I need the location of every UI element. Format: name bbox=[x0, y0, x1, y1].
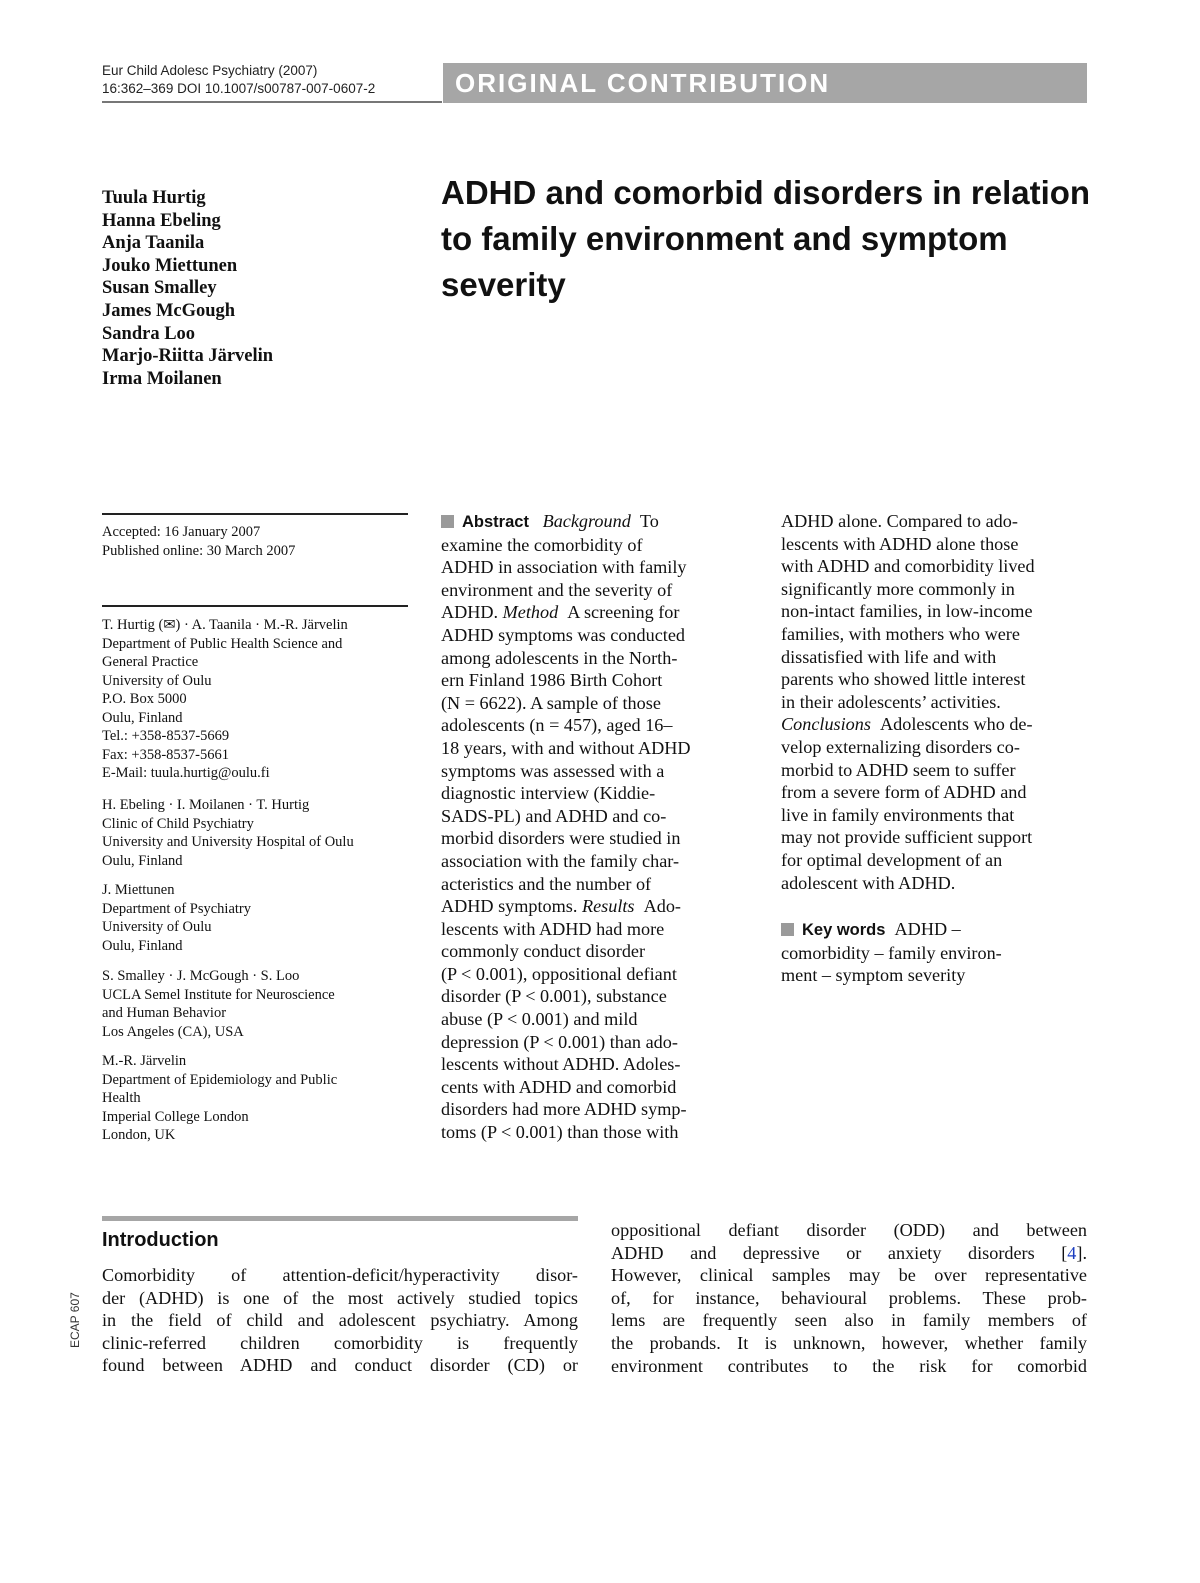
affiliation-line: M.-R. Järvelin bbox=[102, 1053, 187, 1069]
abstract-line: non-intact families, in low-income bbox=[781, 601, 1033, 622]
affiliation-line: S. Smalley · J. McGough · S. Loo bbox=[102, 968, 300, 984]
affiliation-line: P.O. Box 5000 bbox=[102, 691, 187, 707]
introduction-heading: Introduction bbox=[102, 1229, 219, 1251]
abstract-line: Conclusions Adolescents who de- bbox=[781, 714, 1033, 735]
introduction-right-column bbox=[611, 1219, 1087, 1377]
affiliation-rule bbox=[102, 605, 408, 607]
affiliation-line: Department of Epidemiology and Public bbox=[102, 1071, 338, 1088]
abstract-line: ern Finland 1986 Birth Cohort bbox=[441, 670, 663, 691]
author: Marjo-Riitta Järvelin bbox=[102, 346, 274, 367]
keywords-line: Key words ADHD – bbox=[781, 918, 1035, 942]
abstract-line: symptoms was assessed with a bbox=[441, 760, 665, 781]
affiliation-line: University of Oulu bbox=[102, 672, 212, 689]
side-code: ECAP 607 bbox=[68, 1292, 82, 1348]
title-line: to family environment and symptom bbox=[441, 220, 1008, 257]
header-rule bbox=[102, 101, 442, 103]
abstract-line: adolescents (n = 457), aged 16– bbox=[441, 715, 673, 736]
keywords-square-icon bbox=[781, 923, 794, 936]
journal-reference bbox=[102, 62, 375, 98]
abstract-column-2 bbox=[781, 510, 1035, 987]
abstract-line: ADHD alone. Compared to ado- bbox=[781, 511, 1018, 531]
abstract-line: lescents with ADHD had more bbox=[441, 918, 665, 939]
abstract-line: ADHD symptoms. Results Ado- bbox=[441, 896, 681, 917]
abstract-line: ADHD symptoms was conducted bbox=[441, 624, 685, 645]
affiliation-line: J. Miettunen bbox=[102, 882, 175, 898]
affiliation-line: Oulu, Finland bbox=[102, 852, 183, 869]
abstract-line: (P < 0.001), oppositional defiant bbox=[441, 963, 677, 984]
abstract-line: Abstract Background To bbox=[441, 510, 691, 534]
abstract-column-1 bbox=[441, 510, 691, 1144]
email-link[interactable]: E-Mail: tuula.hurtig@oulu.fi bbox=[102, 765, 270, 781]
abstract-line: from a severe form of ADHD and bbox=[781, 782, 1027, 803]
affiliation-line: University and University Hospital of Oulu bbox=[102, 834, 354, 850]
body-line: lems are frequently seen also in family members of bbox=[611, 1310, 1087, 1331]
abstract-label: Abstract bbox=[462, 513, 529, 531]
abstract-line: toms (P < 0.001) than those with bbox=[441, 1122, 679, 1143]
author: Susan Smalley bbox=[102, 278, 217, 299]
abstract-line: ADHD. Method A screening for bbox=[441, 602, 680, 623]
affiliation-block bbox=[102, 881, 422, 955]
affiliation-block bbox=[102, 616, 422, 783]
abstract-line: dissatisfied with life and with bbox=[781, 646, 997, 667]
body-line: of, for instance, behavioural problems. These prob- bbox=[611, 1287, 1087, 1308]
abstract-line: examine the comorbidity of bbox=[441, 534, 643, 555]
author: Tuula Hurtig bbox=[102, 188, 206, 208]
abstract-line: 18 years, with and without ADHD bbox=[441, 737, 691, 758]
body-line: ADHD and depressive or anxiety disorders [4]. bbox=[611, 1242, 1087, 1263]
body-line: clinic-referred children comorbidity is frequently bbox=[102, 1332, 578, 1353]
method-label: Method bbox=[502, 602, 559, 623]
abstract-line: abuse (P < 0.001) and mild bbox=[441, 1009, 638, 1030]
abstract-line: lescents with ADHD alone those bbox=[781, 533, 1019, 554]
abstract-line: lescents without ADHD. Adoles- bbox=[441, 1054, 681, 1075]
body-line: However, clinical samples may be over representative bbox=[611, 1265, 1087, 1286]
keywords-label: Key words bbox=[802, 921, 886, 940]
keywords-line: comorbidity – family environ- bbox=[781, 942, 1002, 963]
abstract-line: environment and the severity of bbox=[441, 579, 673, 600]
affiliation-line: T. Hurtig (✉) · A. Taanila · M.-R. Järvelin bbox=[102, 617, 348, 633]
affiliation-line: London, UK bbox=[102, 1127, 176, 1143]
author: Sandra Loo bbox=[102, 323, 196, 344]
affiliation-block bbox=[102, 1052, 422, 1145]
author: Anja Taanila bbox=[102, 233, 205, 254]
accepted-date: Accepted: 16 January 2007 bbox=[102, 524, 261, 540]
abstract-line: ADHD in association with family bbox=[441, 557, 687, 578]
affiliation-line: Clinic of Child Psychiatry bbox=[102, 815, 254, 832]
abstract-line: disorder (P < 0.001), substance bbox=[441, 986, 667, 1007]
publication-dates bbox=[102, 523, 295, 560]
author: Jouko Miettunen bbox=[102, 255, 238, 276]
body-line: der (ADHD) is one of the most actively studied topics bbox=[102, 1287, 578, 1308]
published-date: Published online: 30 March 2007 bbox=[102, 542, 296, 559]
abstract-line: with ADHD and comorbidity lived bbox=[781, 556, 1035, 577]
abstract-line: live in family environments that bbox=[781, 804, 1015, 825]
background-label: Background bbox=[542, 511, 631, 531]
abstract-line: commonly conduct disorder bbox=[441, 941, 646, 962]
abstract-line: cents with ADHD and comorbid bbox=[441, 1076, 677, 1097]
author: Hanna Ebeling bbox=[102, 210, 221, 231]
affiliation-line: Imperial College London bbox=[102, 1108, 249, 1125]
abstract-line: for optimal development of an bbox=[781, 849, 1003, 870]
affiliation-line: Los Angeles (CA), USA bbox=[102, 1023, 244, 1040]
affiliation-block bbox=[102, 796, 422, 870]
abstract-square-icon bbox=[441, 515, 454, 528]
journal-doi-line: 16:362–369 DOI 10.1007/s00787-007-0607-2 bbox=[102, 81, 376, 96]
conclusions-label: Conclusions bbox=[781, 714, 871, 735]
abstract-line: parents who showed little interest bbox=[781, 669, 1026, 690]
abstract-line: in their adolescents’ activities. bbox=[781, 691, 1001, 712]
body-line: Comorbidity of attention-deficit/hyperactivity disor- bbox=[102, 1265, 578, 1285]
abstract-line: depression (P < 0.001) than ado- bbox=[441, 1031, 678, 1052]
abstract-line: acteristics and the number of bbox=[441, 873, 652, 894]
body-line: in the field of child and adolescent psychiatry. Among bbox=[102, 1310, 578, 1331]
results-label: Results bbox=[581, 896, 635, 917]
affiliation-line: H. Ebeling · I. Moilanen · T. Hurtig bbox=[102, 797, 310, 813]
author: James McGough bbox=[102, 300, 236, 321]
body-line: environment contributes to the risk for comorbid bbox=[611, 1355, 1087, 1376]
author-list bbox=[102, 187, 273, 390]
affiliation-line: Department of Psychiatry bbox=[102, 900, 251, 917]
section-label: ORIGINAL CONTRIBUTION bbox=[455, 68, 831, 98]
phone: Tel.: +358-8537-5669 bbox=[102, 728, 230, 744]
dates-rule bbox=[102, 513, 408, 515]
abstract-line: disorders had more ADHD symp- bbox=[441, 1099, 687, 1120]
author: Irma Moilanen bbox=[102, 368, 222, 389]
affiliation-line: Oulu, Finland bbox=[102, 709, 183, 726]
body-line: the probands. It is unknown, however, whether family bbox=[611, 1332, 1087, 1353]
abstract-line: morbid to ADHD seem to suffer bbox=[781, 759, 1016, 780]
affiliation-line: and Human Behavior bbox=[102, 1005, 227, 1021]
body-line: oppositional defiant disorder (ODD) and between bbox=[611, 1220, 1087, 1240]
abstract-line: velop externalizing disorders co- bbox=[781, 736, 1020, 757]
introduction-left-column bbox=[102, 1264, 578, 1377]
abstract-line: families, with mothers who were bbox=[781, 623, 1020, 644]
affiliation-line: UCLA Semel Institute for Neuroscience bbox=[102, 986, 335, 1003]
title-line: severity bbox=[441, 266, 566, 303]
abstract-line: SADS-PL) and ADHD and co- bbox=[441, 805, 667, 826]
abstract-line: association with the family char- bbox=[441, 850, 680, 871]
abstract-line: among adolescents in the North- bbox=[441, 647, 678, 668]
affiliation-line: Health bbox=[102, 1090, 141, 1106]
body-line: found between ADHD and conduct disorder (CD) or bbox=[102, 1355, 578, 1376]
abstract-line: significantly more commonly in bbox=[781, 578, 1015, 599]
affiliation-block bbox=[102, 967, 422, 1041]
abstract-line: adolescent with ADHD. bbox=[781, 872, 956, 893]
abstract-line: may not provide sufficient support bbox=[781, 827, 1033, 848]
paper-title bbox=[441, 170, 1091, 308]
citation-link[interactable]: 4 bbox=[1067, 1242, 1077, 1263]
journal-line: Eur Child Adolesc Psychiatry (2007) bbox=[102, 63, 318, 78]
affiliation-line: University of Oulu bbox=[102, 919, 212, 935]
introduction-rule bbox=[102, 1216, 578, 1221]
title-line: ADHD and comorbid disorders in relation bbox=[441, 174, 1091, 211]
abstract-line: (N = 6622). A sample of those bbox=[441, 692, 661, 713]
affiliation-line: General Practice bbox=[102, 654, 199, 670]
affiliation-line: Oulu, Finland bbox=[102, 937, 183, 954]
keywords-line: ment – symptom severity bbox=[781, 965, 966, 986]
abstract-line: morbid disorders were studied in bbox=[441, 828, 681, 849]
abstract-line: diagnostic interview (Kiddie- bbox=[441, 783, 656, 804]
affiliation-line: Department of Public Health Science and bbox=[102, 635, 343, 652]
fax: Fax: +358-8537-5661 bbox=[102, 746, 229, 763]
